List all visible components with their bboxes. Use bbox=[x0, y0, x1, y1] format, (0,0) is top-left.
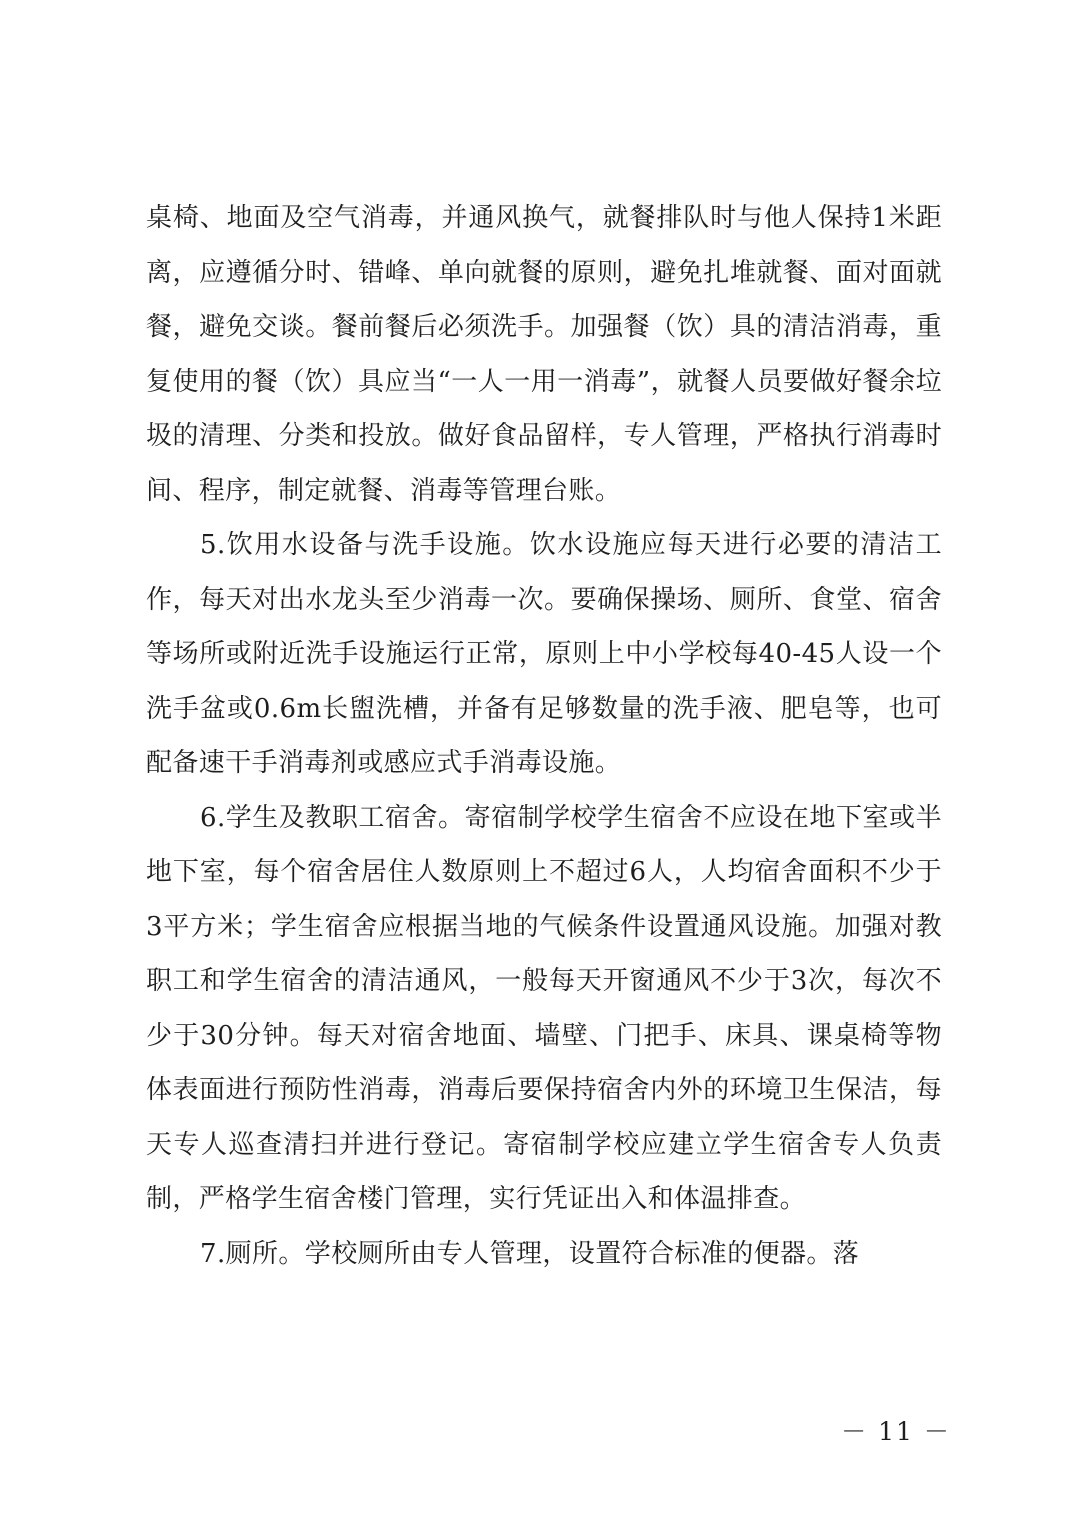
paragraph-canteen-continued: 桌椅、地面及空气消毒，并通风换气，就餐排队时与他人保持1米距离，应遵循分时、错峰、单向就餐的原则，避免扎堆就餐、面对面就餐，避免交谈。餐前餐后必须洗手。加强餐（饮）具的清洁消毒，重复使用的餐（饮）具应当“一人一用一消毒”，就餐人员要做好餐余垃圾的清理、分类和投放。做好食品留样，专人管理，严格执行消毒时间、程序，制定就餐、消毒等管理台账。 bbox=[146, 203, 942, 506]
page-number: － 11 － bbox=[841, 1417, 951, 1446]
paragraph-drinking-water-handwashing: 5.饮用水设备与洗手设施。饮水设施应每天进行必要的清洁工作，每天对出水龙头至少消毒一次。要确保操场、厕所、食堂、宿舍等场所或附近洗手设施运行正常，原则上中小学校每40-45人设一个洗手盆或0.6m长盥洗槽，并备有足够数量的洗手液、肥皂等，也可配备速干手消毒剂或感应式手消毒设施。 bbox=[146, 530, 942, 778]
paragraph-dormitory: 6.学生及教职工宿舍。寄宿制学校学生宿舍不应设在地下室或半地下室，每个宿舍居住人数原则上不超过6人，人均宿舍面积不少于3平方米；学生宿舍应根据当地的气候条件设置通风设施。加强对教职工和学生宿舍的清洁通风，一般每天开窗通风不少于3次，每次不少于30分钟。每天对宿舍地面、墙壁、门把手、床具、课桌椅等物体表面进行预防性消毒，消毒后要保持宿舍内外的环境卫生保洁，每天专人巡查清扫并进行登记。寄宿制学校应建立学生宿舍专人负责制，严格学生宿舍楼门管理，实行凭证出入和体温排查。 bbox=[146, 802, 942, 1214]
paragraph-toilet: 7.厕所。学校厕所由专人管理，设置符合标准的便器。落 bbox=[200, 1238, 860, 1269]
document-body bbox=[146, 191, 942, 1281]
